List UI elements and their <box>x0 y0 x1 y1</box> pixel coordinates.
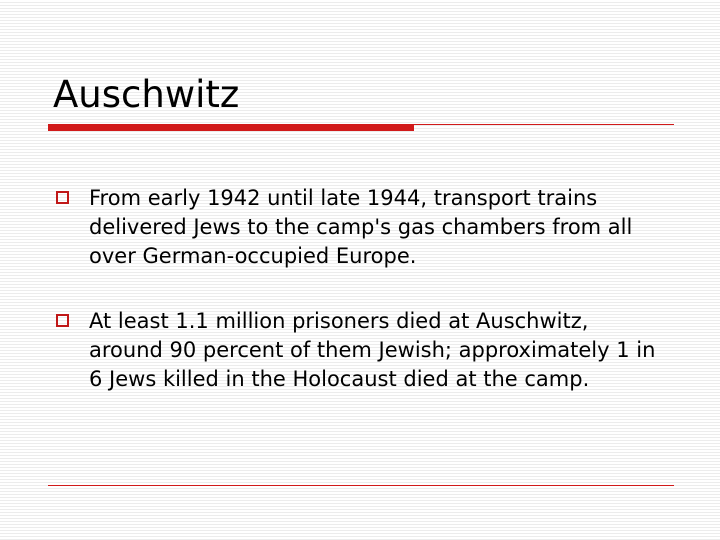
footer-divider <box>48 485 674 486</box>
title-underline-thick <box>48 124 414 131</box>
hollow-square-bullet-icon <box>56 314 69 327</box>
bullet-text: From early 1942 until late 1944, transport trains delivered Jews to the camp's gas chambers from all over German-occupied Europe. <box>89 186 633 268</box>
slide-title: Auschwitz <box>53 73 240 116</box>
bullet-text: At least 1.1 million prisoners died at Auschwitz, around 90 percent of them Jewish; approximately 1 in 6 Jews killed in the Holocaust died at the camp. <box>89 309 656 391</box>
bullet-list <box>56 184 686 430</box>
hollow-square-bullet-icon <box>56 191 69 204</box>
bullet-item <box>56 184 686 271</box>
bullet-item <box>56 307 686 394</box>
title-underline-thin <box>414 124 674 125</box>
